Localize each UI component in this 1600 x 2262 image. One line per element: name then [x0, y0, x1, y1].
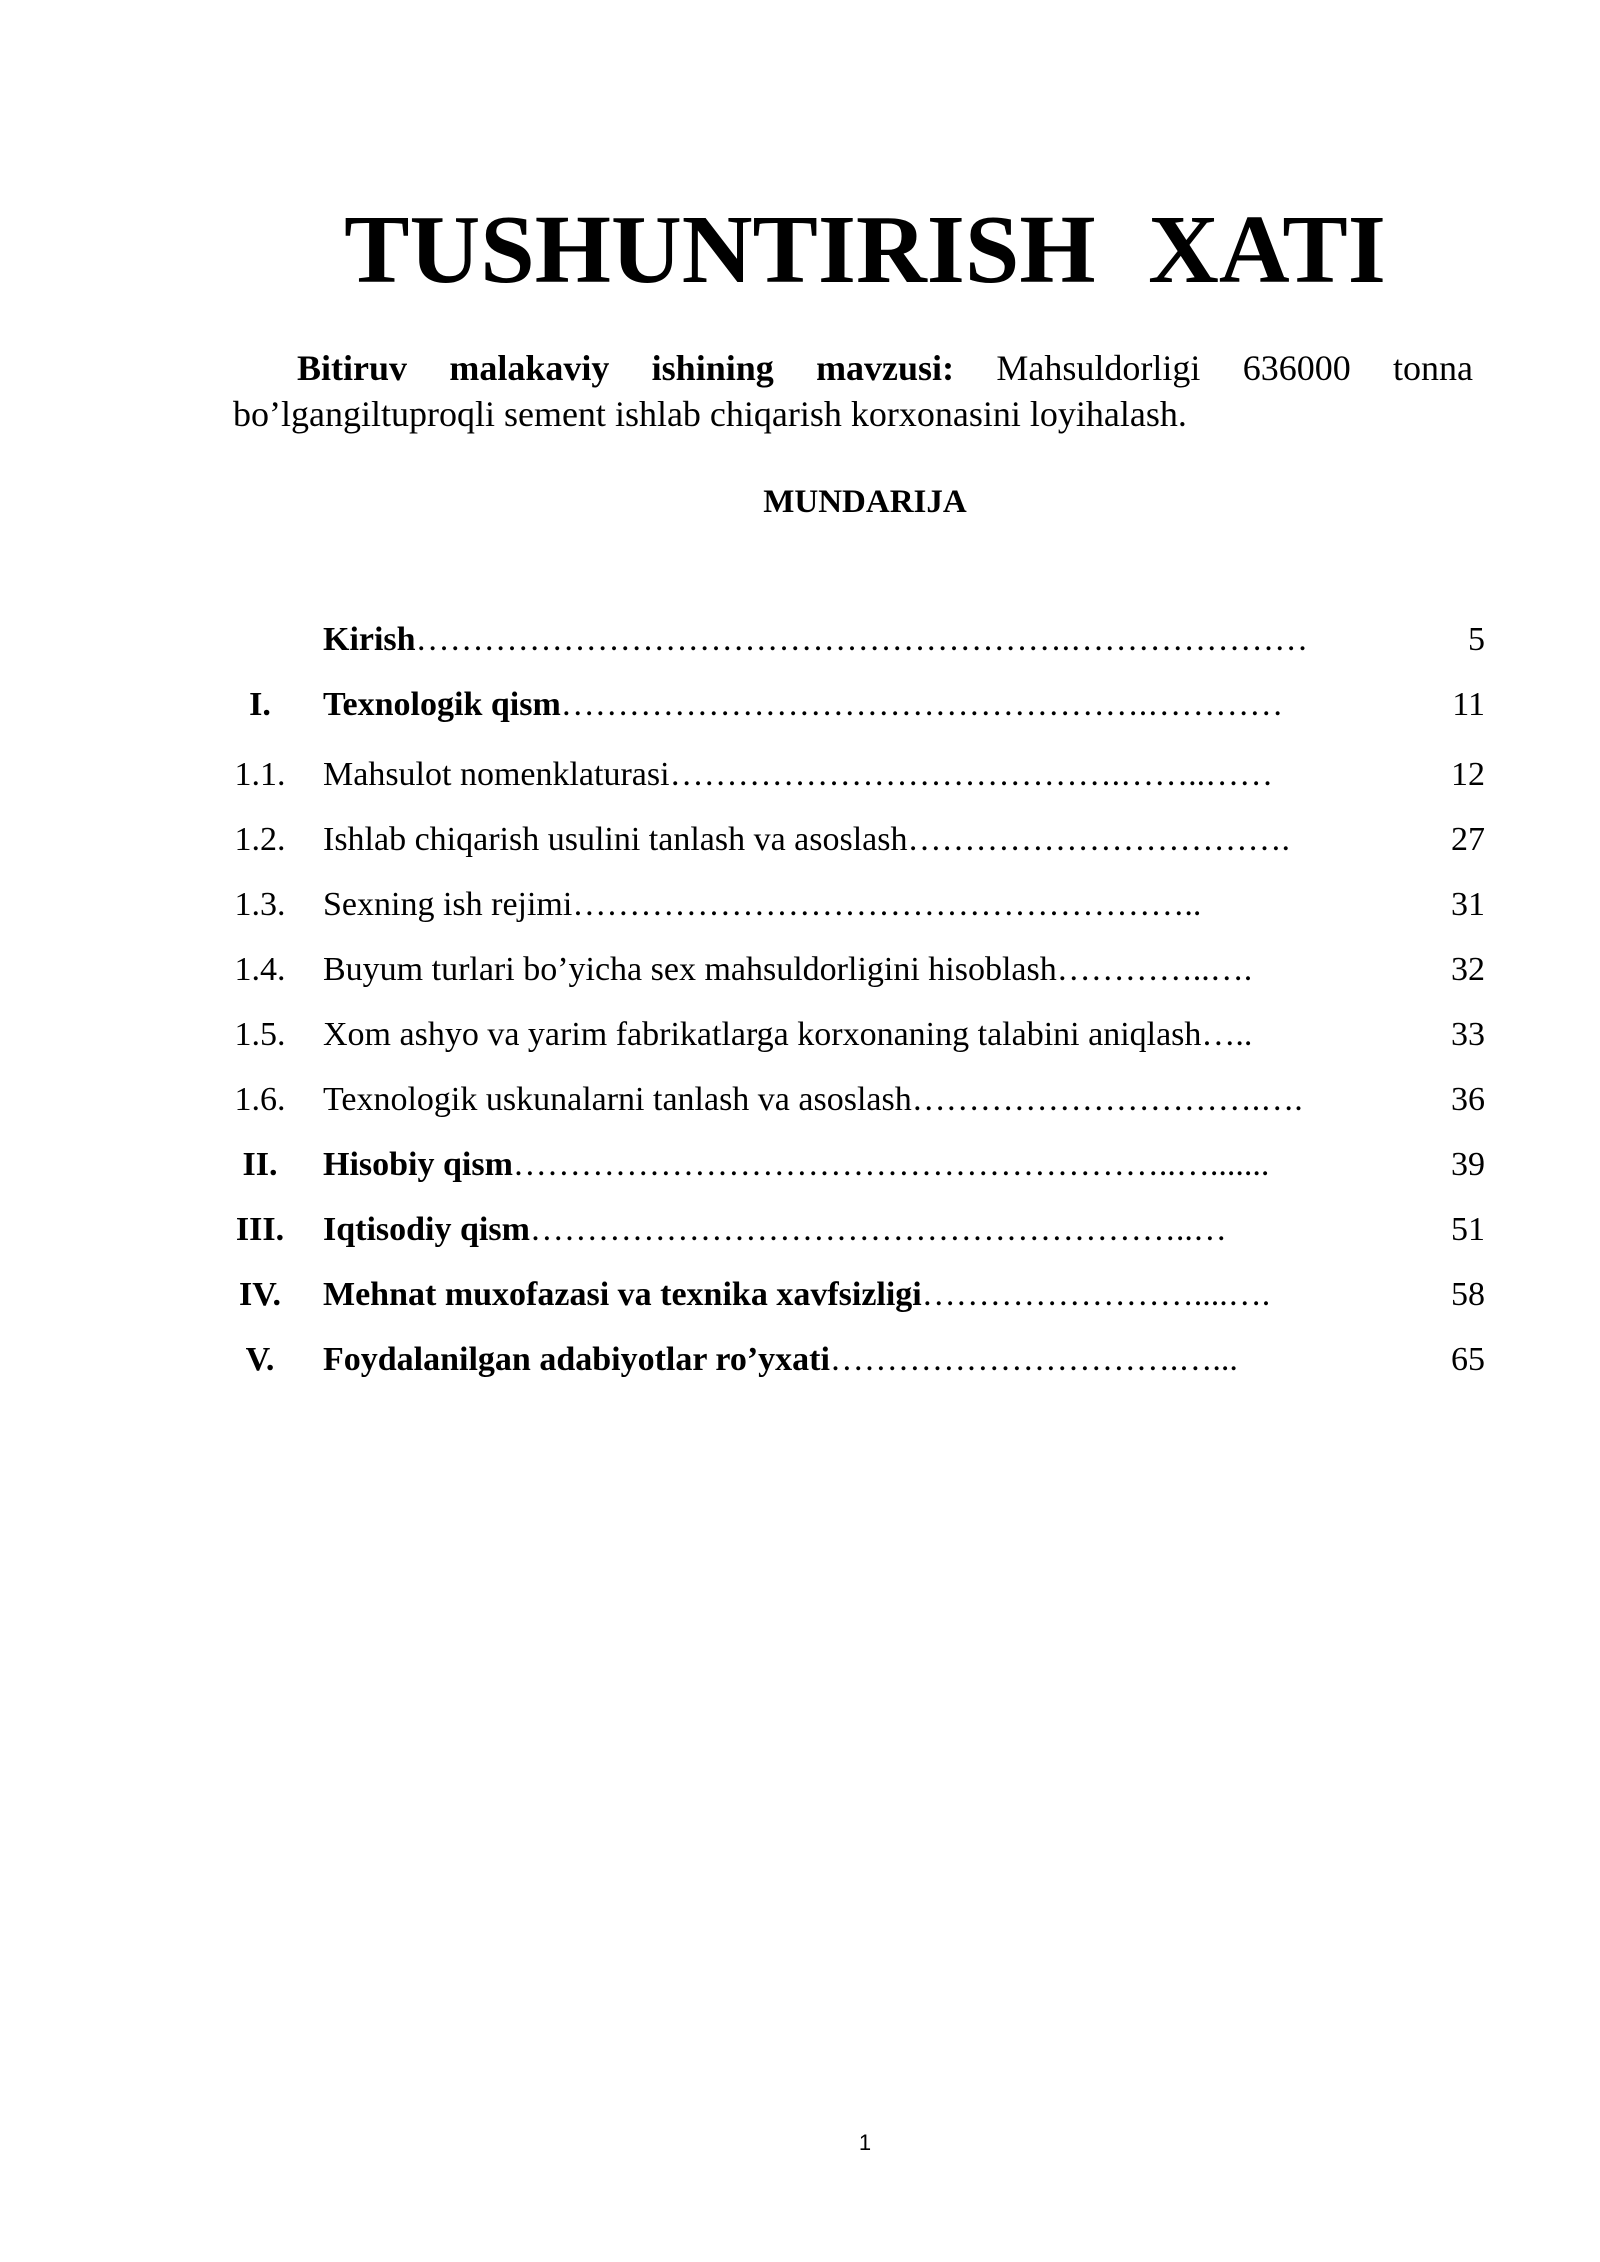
toc-entry [323, 1010, 1323, 1060]
toc-leader-dots: ……………………………. [907, 821, 1291, 858]
toc-title: Mahsulot nomenklaturasi [323, 756, 670, 793]
toc-page-number: 5 [1468, 621, 1485, 658]
toc-page-number: 36 [1451, 1081, 1485, 1118]
toc-row [225, 1075, 1485, 1125]
subject-text-word: tonna [1393, 348, 1473, 388]
toc-entry [323, 680, 1323, 730]
toc-row [225, 1335, 1485, 1385]
toc-row [225, 945, 1485, 995]
subject-line-2: bo’lgangiltuproqli sement ishlab chiqarish korxonasini loyihalash. [233, 394, 1187, 434]
toc-row [225, 615, 1485, 665]
toc-leader-dots: …………………………………………………..…....... [512, 1146, 1270, 1183]
toc-row [225, 1140, 1485, 1190]
toc-entry [323, 945, 1323, 995]
toc-page-number: 31 [1451, 886, 1485, 923]
toc-entry [323, 1075, 1323, 1125]
toc-leader-dots: …………………………………………………..… [529, 1211, 1227, 1248]
toc-number: IV. [239, 1276, 281, 1313]
toc-page-number: 32 [1451, 951, 1485, 988]
toc-number: II. [242, 1146, 278, 1183]
toc-heading: MUNDARIJA [763, 484, 967, 520]
toc-title: Foydalanilgan adabiyotlar ro’yxati [323, 1341, 830, 1378]
toc-row [225, 1010, 1485, 1060]
toc-title: Iqtisodiy qism [323, 1211, 530, 1248]
toc-page-number: 11 [1452, 686, 1485, 723]
toc-number: 1.1. [234, 756, 286, 793]
toc-row [225, 680, 1485, 730]
toc-number: I. [249, 686, 271, 723]
toc-leader-dots: ……………………………………………….. [572, 886, 1202, 923]
toc-title: Texnologik uskunalarni tanlash va asoslash [323, 1081, 912, 1118]
toc-entry [323, 750, 1323, 800]
subject-label-word: Bitiruv [297, 348, 408, 388]
toc-page-number: 58 [1451, 1276, 1485, 1313]
toc-entry [323, 1335, 1323, 1385]
toc-number: V. [245, 1341, 275, 1378]
toc-entry [323, 615, 1323, 665]
toc-page-number: 27 [1451, 821, 1485, 858]
page-title: TUSHUNTIRISH XATI [344, 196, 1386, 304]
toc-page-number: 51 [1451, 1211, 1485, 1248]
subject-text-word: Mahsuldorligi [996, 348, 1201, 388]
toc-leader-dots: ………………………….…. [911, 1081, 1303, 1118]
toc-entry [323, 1270, 1323, 1320]
toc-leader-dots: ….. [1201, 1016, 1253, 1053]
toc-number: 1.5. [234, 1016, 286, 1053]
toc-leader-dots: …………..…. [1056, 951, 1253, 988]
toc-title: Buyum turlari bo’yicha sex mahsuldorligini hisoblash [323, 951, 1057, 988]
toc-leader-dots: ………………………………….……..…… [669, 756, 1274, 793]
subject-line-1 [233, 345, 1473, 391]
toc-title: Kirish [323, 621, 416, 658]
toc-title: Hisobiy qism [323, 1146, 513, 1183]
toc-leader-dots: ……………………....…. [921, 1276, 1271, 1313]
toc-page-number: 65 [1451, 1341, 1485, 1378]
toc-page-number: 39 [1451, 1146, 1485, 1183]
subject-label-word: mavzusi: [816, 348, 955, 388]
toc-entry [323, 815, 1323, 865]
toc-row [225, 815, 1485, 865]
toc-row [225, 750, 1485, 800]
subject-text-word: 636000 [1242, 348, 1351, 388]
toc-leader-dots: ………………………….…... [829, 1341, 1238, 1378]
toc-entry [323, 880, 1323, 930]
toc-leader-dots: ………………………………………………….………………… [415, 621, 1309, 658]
toc-page-number: 12 [1451, 756, 1485, 793]
toc-number: 1.6. [234, 1081, 286, 1118]
toc-page-number: 33 [1451, 1016, 1485, 1053]
toc-title: Texnologik qism [323, 686, 561, 723]
page-number: 1 [858, 2130, 872, 2155]
toc-title: Mehnat muxofazasi va texnika xavfsizligi [323, 1276, 922, 1313]
subject-label-word: ishining [651, 348, 774, 388]
toc-row [225, 1270, 1485, 1320]
toc-entry [323, 1140, 1323, 1190]
toc-number: 1.2. [234, 821, 286, 858]
toc-number: 1.4. [234, 951, 286, 988]
toc-title: Ishlab chiqarish usulini tanlash va asoslash [323, 821, 908, 858]
toc-row [225, 1205, 1485, 1255]
toc-title: Xom ashyo va yarim fabrikatlarga korxonaning talabini aniqlash [323, 1016, 1202, 1053]
toc-number: 1.3. [234, 886, 286, 923]
toc-number: III. [235, 1211, 285, 1248]
toc-entry [323, 1205, 1323, 1255]
toc-leader-dots: …………………………………………….………… [560, 686, 1284, 723]
subject-label-word: malakaviy [449, 348, 610, 388]
thesis-subject [233, 345, 1473, 437]
toc-title: Sexning ish rejimi [323, 886, 573, 923]
toc-row [225, 880, 1485, 930]
